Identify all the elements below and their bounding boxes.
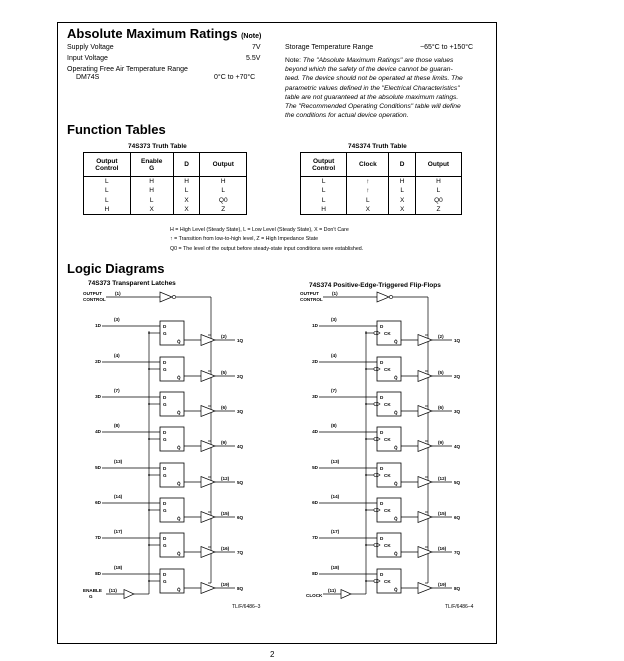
junction-dot [148,544,150,546]
table-row [84,196,247,205]
ref-373: TL/F/6486–3 [232,604,261,610]
table-row [84,177,247,187]
cell: X [173,205,200,215]
junction-dot [365,580,367,582]
output-buffer [418,512,432,523]
output-label: 4Q [237,444,244,449]
block-pin-ck: CK [384,579,391,584]
junction-dot [148,474,150,476]
input-label: 8D [312,571,318,576]
t374-header: Output Control [301,153,347,177]
input-pin: (18) [331,565,340,570]
inversion-bubble [374,544,377,547]
amr-note-line: The "Absolute Maximum Ratings" are those values [302,57,454,64]
enable-buffer [341,590,351,599]
block-pin-d: D [380,324,384,329]
cell: L [84,196,131,205]
cell: H [84,205,131,215]
output-pin: (6) [438,405,444,410]
enable-label: ENABLE [83,588,102,593]
block-pin-d: D [380,501,384,506]
output-pin: (12) [221,476,230,481]
d373-title: 74S373 Transparent Latches [88,280,176,287]
amr-label-dm74s: DM74S [76,74,100,81]
cell: Q0 [200,196,247,205]
output-control-buffer [377,292,389,302]
input-label: 8D [95,571,101,576]
cell: L [84,186,131,195]
output-buffer [418,477,432,488]
block-pin-qbar: Q̄ [394,516,398,521]
input-pin: (17) [331,529,340,534]
block-pin-qbar: Q̄ [177,481,181,486]
output-pin: (12) [438,476,447,481]
block-pin-ck: CK [384,473,391,478]
t374-header: Output [415,153,461,177]
cell: L [347,196,389,205]
output-control-label: CONTROL [300,297,323,302]
t373-header: Enable G [130,153,173,177]
input-pin: (14) [331,494,340,499]
output-buffer [201,547,215,558]
block-pin-d: D [380,536,384,541]
cell: ↑ [347,177,389,187]
output-pin: (2) [438,334,444,339]
output-buffer [201,477,215,488]
block-pin-d: D [163,536,167,541]
table-row [301,205,462,215]
block-pin-g: G [163,508,167,513]
block-pin-qbar: Q̄ [177,339,181,344]
block-pin-qbar: Q̄ [177,410,181,415]
inversion-bubble [374,474,377,477]
block-pin-d: D [163,360,167,365]
input-pin: (7) [114,388,120,393]
junction-dot [365,438,367,440]
amr-note-line: the conditions for actual device operation. [285,112,409,120]
block-pin-ck: CK [384,437,391,442]
legend-line: Q0 = The level of the output before steady-state input conditions were established. [170,245,364,252]
input-label: 4D [95,429,101,434]
input-pin: (3) [331,317,337,322]
input-label: 5D [95,465,101,470]
output-buffer [201,406,215,417]
logic-diagram-374 [297,285,497,615]
inversion-bubble [374,403,377,406]
output-buffer [201,371,215,382]
output-buffer [418,547,432,558]
junction-dot [365,332,367,334]
block-pin-d: D [380,360,384,365]
block-pin-ck: CK [384,331,391,336]
d374-title: 74S374 Positive-Edge-Triggered Flip-Flops [309,282,441,289]
output-buffer [418,406,432,417]
cell: L [200,186,247,195]
output-label: 7Q [237,550,244,555]
cell: X [347,205,389,215]
output-control-pin: (1) [115,291,121,296]
input-pin: (17) [114,529,123,534]
logic-diagram-373 [80,285,280,615]
cell: H [200,177,247,187]
output-buffer [418,335,432,346]
output-label: 4Q [454,444,461,449]
output-label: 6Q [237,515,244,520]
block-pin-g: G [163,402,167,407]
output-pin: (15) [221,511,230,516]
t374-header: Clock [347,153,389,177]
cell: L [130,196,173,205]
amr-value-supply: 7V [252,44,261,51]
output-buffer [418,583,432,594]
table-row [84,186,247,195]
function-tables-title: Function Tables [67,122,166,137]
output-label: 5Q [237,480,244,485]
output-buffer [201,512,215,523]
amr-title: Absolute Maximum Ratings [67,26,238,41]
block-pin-g: G [163,331,167,336]
output-control-label: OUTPUT [83,291,102,296]
t374-header: D [389,153,416,177]
output-buffer [201,335,215,346]
block-pin-g: G [163,367,167,372]
input-pin: (13) [331,459,340,464]
junction-dot [148,332,150,334]
amr-label-input: Input Voltage [67,55,108,62]
input-label: 3D [95,394,101,399]
block-pin-qbar: Q̄ [394,375,398,380]
inversion-bubble [374,368,377,371]
input-label: 2D [95,359,101,364]
legend-line: ↑ = Transition from low-to-high level, Z = High Impedance State [170,236,319,243]
output-label: 3Q [454,409,461,414]
inversion-bubble [374,509,377,512]
output-control-label: OUTPUT [300,291,319,296]
input-pin: (4) [331,353,337,358]
inversion-bubble [374,438,377,441]
t373-header: D [173,153,200,177]
inversion-bubble [374,580,377,583]
amr-heading [67,26,261,41]
block-pin-qbar: Q̄ [394,339,398,344]
inversion-bubble [389,295,392,298]
cell: X [173,196,200,205]
output-label: 5Q [454,480,461,485]
input-label: 1D [95,323,101,328]
input-pin: (3) [114,317,120,322]
amr-note-line: table are not guaranteed at the absolute maximum ratings. [285,93,459,101]
block-pin-ck: CK [384,543,391,548]
block-pin-ck: CK [384,508,391,513]
amr-note-line: parametric values defined in the "Electrical Characteristics" [285,84,460,92]
block-pin-d: D [163,572,167,577]
amr-note-line: beyond which the safety of the device cannot be guaran- [285,66,453,74]
output-pin: (19) [221,582,230,587]
output-label: 7Q [454,550,461,555]
block-pin-qbar: Q̄ [177,551,181,556]
block-pin-g: G [163,473,167,478]
amr-label-storage: Storage Temperature Range [285,44,374,51]
input-label: 4D [312,429,318,434]
block-pin-d: D [380,572,384,577]
cell: Z [415,205,461,215]
output-control-pin: (1) [332,291,338,296]
cell: H [415,177,461,187]
output-control-label: CONTROL [83,297,106,302]
cell: H [389,177,416,187]
junction-dot [365,474,367,476]
block-pin-d: D [163,324,167,329]
output-label: 8Q [454,586,461,591]
junction-dot [148,509,150,511]
t373-header: Output [200,153,247,177]
legend [170,226,363,254]
block-pin-g: G [163,579,167,584]
output-buffer [201,441,215,452]
junction-dot [148,580,150,582]
block-pin-d: D [163,430,167,435]
output-pin: (6) [221,405,227,410]
cell: X [389,196,416,205]
cell: L [84,177,131,187]
table-row [84,205,247,215]
input-label: 7D [95,535,101,540]
inversion-bubble [374,332,377,335]
clock-pin: (11) [328,588,336,593]
output-buffer [418,371,432,382]
input-pin: (8) [331,423,337,428]
enable-buffer [124,590,134,599]
block-pin-ck: CK [384,402,391,407]
output-buffer [418,441,432,452]
cell: L [173,186,200,195]
t373-title: 74S373 Truth Table [128,143,187,150]
cell: L [301,177,347,187]
input-pin: (7) [331,388,337,393]
output-pin: (16) [438,546,447,551]
logic-diagrams-title: Logic Diagrams [67,261,165,276]
cell: L [415,186,461,195]
table-row [301,186,462,195]
cell: H [301,205,347,215]
block-pin-qbar: Q̄ [177,375,181,380]
block-pin-qbar: Q̄ [177,445,181,450]
output-label: 6Q [454,515,461,520]
input-label: 6D [95,500,101,505]
output-pin: (9) [438,440,444,445]
input-pin: (18) [114,565,123,570]
block-pin-qbar: Q̄ [177,587,181,592]
amr-note-lead: Note: [285,57,301,64]
junction-dot [365,544,367,546]
input-pin: (14) [114,494,123,499]
block-pin-ck: CK [384,367,391,372]
junction-dot [148,403,150,405]
block-pin-d: D [163,501,167,506]
block-pin-d: D [163,466,167,471]
block-pin-d: D [163,395,167,400]
amr-note-line: The "Recommended Operating Conditions" table will define [285,103,461,111]
t374-table [300,152,462,215]
cell: Q0 [415,196,461,205]
amr-value-input: 5.5V [246,55,261,62]
page-number: 2 [270,650,275,659]
block-pin-d: D [380,430,384,435]
output-control-buffer [160,292,172,302]
ref-374: TL/F/6486–4 [445,604,474,610]
amr-label-supply: Supply Voltage [67,44,114,51]
block-pin-qbar: Q̄ [177,516,181,521]
cell: X [389,205,416,215]
output-label: 8Q [237,586,244,591]
output-pin: (9) [221,440,227,445]
junction-dot [365,509,367,511]
output-label: 3Q [237,409,244,414]
junction-dot [365,403,367,405]
input-label: 5D [312,465,318,470]
input-label: 7D [312,535,318,540]
block-pin-qbar: Q̄ [394,551,398,556]
amr-note [285,56,481,120]
cell: X [130,205,173,215]
t373-header: Output Control [84,153,131,177]
amr-value-dm74s: 0°C to +70°C [214,74,256,81]
t373-table [83,152,247,215]
input-pin: (4) [114,353,120,358]
output-pin: (15) [438,511,447,516]
block-pin-g: G [163,543,167,548]
block-pin-qbar: Q̄ [394,587,398,592]
amr-title-note: (Note) [241,33,262,40]
junction-dot [365,368,367,370]
junction-dot [148,438,150,440]
cell: L [389,186,416,195]
cell: ↑ [347,186,389,195]
output-pin: (5) [221,370,227,375]
output-label: 1Q [237,338,244,343]
output-label: 2Q [454,374,461,379]
block-pin-qbar: Q̄ [394,410,398,415]
t374-title: 74S374 Truth Table [348,143,407,150]
input-label: 3D [312,394,318,399]
block-pin-d: D [380,466,384,471]
cell: H [173,177,200,187]
output-pin: (5) [438,370,444,375]
output-label: 2Q [237,374,244,379]
block-pin-g: G [163,437,167,442]
input-label: 2D [312,359,318,364]
input-label: 1D [312,323,318,328]
input-pin: (8) [114,423,120,428]
output-pin: (2) [221,334,227,339]
table-row [301,196,462,205]
amr-label-temp: Operating Free Air Temperature Range [67,66,188,73]
table-row [301,177,462,187]
output-pin: (16) [221,546,230,551]
cell: L [301,186,347,195]
enable-pin: (11) [109,588,117,593]
inversion-bubble [172,295,175,298]
junction-dot [148,368,150,370]
cell: H [130,186,173,195]
block-pin-d: D [380,395,384,400]
block-pin-qbar: Q̄ [394,481,398,486]
output-label: 1Q [454,338,461,343]
block-pin-qbar: Q̄ [394,445,398,450]
legend-line: H = High Level (Steady State), L = Low Level (Steady State), X = Don't Care [170,227,349,233]
output-buffer [201,583,215,594]
input-pin: (13) [114,459,123,464]
amr-note-line: teed. The device should not be operated at these limits. The [285,75,463,83]
input-label: 6D [312,500,318,505]
clock-label: CLOCK [306,593,323,598]
cell: L [301,196,347,205]
cell: Z [200,205,247,215]
output-pin: (19) [438,582,447,587]
enable-label: G [89,594,93,599]
amr-value-storage: −65°C to +150°C [420,44,474,51]
cell: H [130,177,173,187]
